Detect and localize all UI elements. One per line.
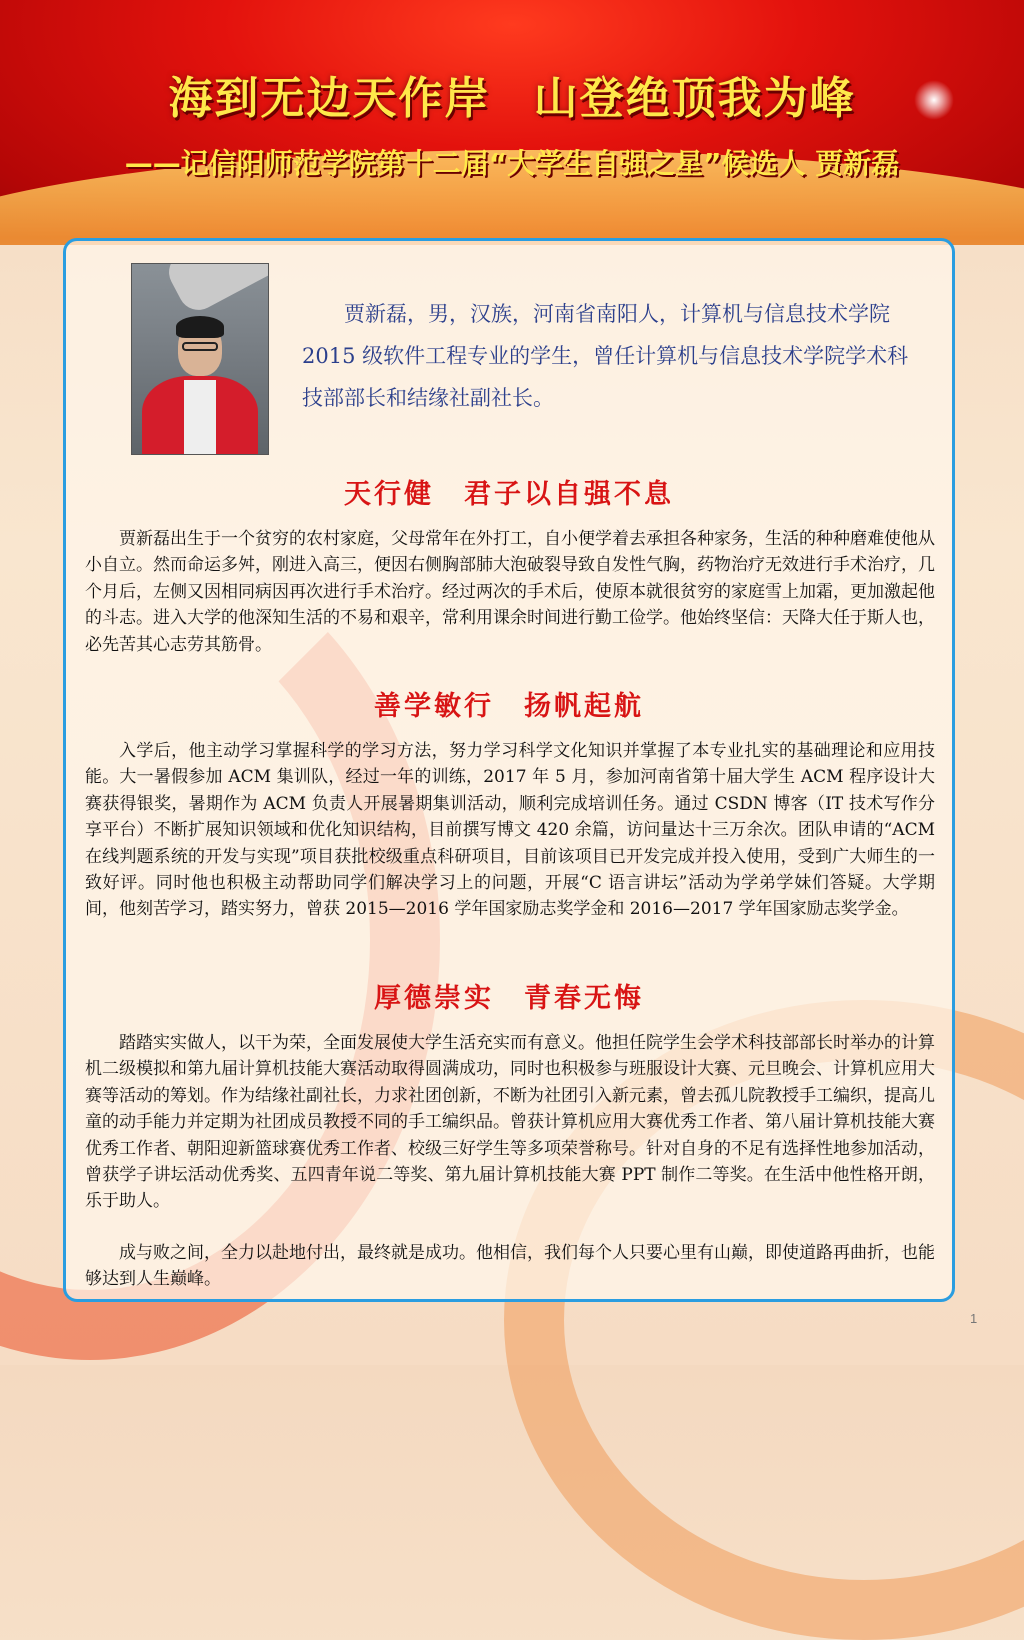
- section-paragraph: 入学后，他主动学习掌握科学的学习方法，努力学习科学文化知识并掌握了本专业扎实的基础理论和应用技能。大一暑假参加 ACM 集训队，经过一年的训练，2017 年 5 月，参加河南省第十届大学生 ACM 程序设计大赛获得银奖，暑期作为 ACM 负责人开展暑期集训活动，顺利完成培训任务。通过 CSDN 博客（IT 技术写作分享平台）不断扩展知识领域和优化知识结构，目前撰写博文 420 余篇，访问量达十三万余次。团队申请的“ACM 在线判题系统的开发与实现”项目获批校级重点科研项目，目前该项目已开发完成并投入使用，受到广大师生的一致好评。同时他也积极主动帮助同学们解决学习上的问题，开展“C 语言讲坛”活动为学弟学妹们答疑。大学期间，他刻苦学习，踏实努力，曾获 2015—2016 学年国家励志奖学金和 2016—2017 学年国家励志奖学金。: [85, 741, 935, 920]
- profile-photo: [131, 263, 269, 455]
- page-number: 1: [970, 1311, 978, 1326]
- section-paragraph: 成与败之间，全力以赴地付出，最终就是成功。他相信，我们每个人只要心里有山巅，即使道路再曲折，也能够达到人生巅峰。: [85, 1243, 935, 1290]
- section-heading: 善学敏行 扬帆起航: [374, 691, 644, 722]
- page-title: 海到无边天作岸 山登绝顶我为峰: [168, 73, 856, 124]
- section-heading: 厚德崇实 青春无悔: [374, 983, 644, 1014]
- page-subtitle: ——记信阳师范学院第十二届“大学生自强之星”候选人 贾新磊: [124, 147, 900, 180]
- section-paragraph: 贾新磊出生于一个贫穷的农村家庭，父母常年在外打工，自小便学着去承担各种家务，生活的种种磨难使他从小自立。然而命运多舛，刚进入高三，便因右侧胸部肺大泡破裂导致自发性气胸，药物治疗无效进行手术治疗，几个月后，左侧又因相同病因再次进行手术治疗。经过两次的手术后，使原本就很贫穷的家庭雪上加霜，更加激起他的斗志。进入大学的他深知生活的不易和艰辛，常利用课余时间进行勤工俭学。他始终坚信：天降大任于斯人也，必先苦其心志劳其筋骨。: [85, 529, 935, 655]
- section-heading: 天行健 君子以自强不息: [344, 479, 674, 510]
- profile-intro: 贾新磊，男，汉族，河南省南阳人，计算机与信息技术学院 2015 级软件工程专业的学生，曾任计算机与信息技术学院学术科技部部长和结缘社副社长。: [302, 302, 909, 410]
- section-paragraph: 踏踏实实做人，以干为荣，全面发展使大学生活充实而有意义。他担任院学生会学术科技部部长时举办的计算机二级模拟和第九届计算机技能大赛活动取得圆满成功，同时也积极参与班服设计大赛、元旦晚会、计算机应用大赛等活动的筹划。作为结缘社副社长，力求社团创新，不断为社团引入新元素，曾去孤儿院教授手工编织，提高儿童的动手能力并定期为社团成员教授不同的手工编织品。曾获计算机应用大赛优秀工作者、第八届计算机技能大赛优秀工作者、朝阳迎新篮球赛优秀工作者、校级三好学生等多项荣誉称号。针对自身的不足有选择性地参加活动，曾获学子讲坛活动优秀奖、五四青年说二等奖、第九届计算机技能大赛 PPT 制作二等奖。在生活中他性格开朗，乐于助人。: [85, 1033, 935, 1212]
